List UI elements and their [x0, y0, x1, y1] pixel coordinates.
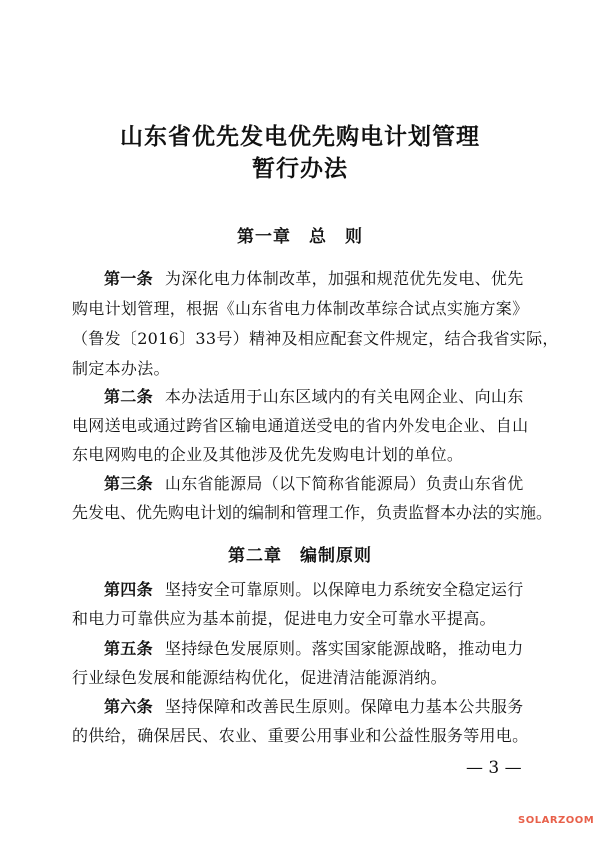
article-2-line-1: [72, 384, 532, 407]
article-1-text-1: 为深化电力体制改革，加强和规范优先发电、优先: [164, 269, 524, 288]
article-6-text-1: 坚持保障和改善民生原则。保障电力基本公共服务: [164, 697, 524, 716]
article-5-line-2: 行业绿色发展和能源结构优化，促进清洁能源消纳。: [72, 668, 447, 687]
chapter-heading-1: 第一章 总 则: [237, 227, 363, 247]
article-6-line-2: 的供给，确保居民、农业、重要公用事业和公益性服务等用电。: [72, 726, 529, 745]
article-2-line-3: 东电网购电的企业及其他涉及优先发购电计划的单位。: [72, 445, 464, 464]
watermark-logo: SOLARZOOM: [518, 815, 595, 826]
article-3-text-1: 山东省能源局（以下简称省能源局）负责山东省优: [164, 474, 524, 493]
article-1-line-1: [72, 266, 532, 289]
article-1-label: 第一条: [104, 269, 153, 288]
article-4-line-1: [72, 577, 532, 600]
document-title-line2: 暂行办法: [252, 155, 348, 182]
document-title-line1: 山东省优先发电优先购电计划管理: [120, 123, 480, 150]
article-2-text-1: 本办法适用于山东区域内的有关电网企业、向山东: [164, 387, 524, 406]
article-4-text-1: 坚持安全可靠原则。以保障电力系统安全稳定运行: [164, 580, 524, 599]
article-6-line-1: [72, 694, 532, 717]
article-3-label: 第三条: [104, 474, 153, 493]
article-5-line-1: [72, 636, 532, 659]
article-5-label: 第五条: [104, 639, 153, 658]
article-2-label: 第二条: [104, 387, 153, 406]
article-6-label: 第六条: [104, 697, 153, 716]
article-4-label: 第四条: [104, 580, 153, 599]
article-1-line-4: 制定本办法。: [72, 359, 170, 378]
article-1-line-3: （鲁发〔2016〕33号）精神及相应配套文件规定，结合我省实际，: [72, 329, 559, 348]
article-3-line-2: 先发电、优先购电计划的编制和管理工作，负责监督本办法的实施。: [72, 503, 553, 522]
chapter-heading-2: 第二章 编制原则: [228, 546, 372, 566]
article-5-text-1: 坚持绿色发展原则。落实国家能源战略，推动电力: [164, 639, 524, 658]
article-4-line-2: 和电力可靠供应为基本前提，促进电力安全可靠水平提高。: [72, 609, 496, 628]
article-2-line-2: 电网送电或通过跨省区输电通道送受电的省内外发电企业、自山: [72, 416, 529, 435]
page-number: — 3 —: [466, 758, 522, 778]
article-1-line-2: 购电计划管理，根据《山东省电力体制改革综合试点实施方案》: [72, 299, 529, 318]
article-3-line-1: [72, 471, 532, 494]
